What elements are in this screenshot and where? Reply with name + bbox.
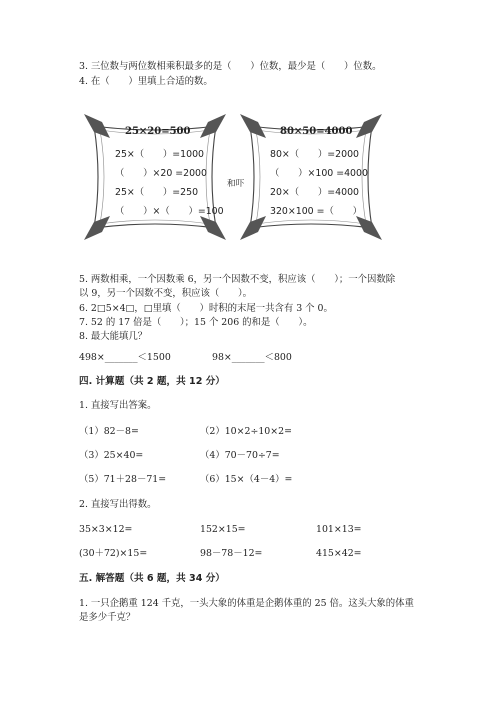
question-8-item-b: 98×_______＜800 (212, 352, 292, 363)
question-3: 3. 三位数与两位数相乘积最多的是（ ）位数，最少是（ ）位数。 (79, 61, 382, 72)
calc-1-item-2: （2）10×2÷10×2= (200, 426, 292, 437)
calc-1-title: 1. 直接写出答案。 (79, 400, 157, 411)
frame-right-row-2: （ ）×100 =4000 (270, 168, 368, 179)
calc-2-item-1: 35×3×12= (79, 524, 133, 535)
calc-1-item-6: （6）15×（4－4）= (200, 474, 293, 485)
calc-1-item-4: （4）70－70÷7= (200, 450, 280, 461)
calc-1-item-1: （1）82－8= (79, 426, 139, 437)
frame-right (236, 112, 386, 242)
question-8-item-a: 498×_______＜1500 (79, 352, 171, 363)
frame-left (80, 112, 230, 242)
question-4: 4. 在（ ）里填上合适的数。 (79, 76, 213, 87)
calc-2-item-3: 101×13= (316, 524, 362, 535)
calc-1-item-3: （3）25×40= (79, 450, 144, 461)
question-5-line-1: 5. 两数相乘，一个因数乘 6，另一个因数不变，积应该（ ）；一个因数除 (79, 274, 396, 285)
section-4-heading: 四. 计算题（共 2 题，共 12 分） (79, 376, 225, 387)
frame-left-row-4: （ ）×（ ）=100 (115, 206, 224, 217)
frame-right-row-1: 80×（ ）=2000 (270, 149, 359, 160)
application-1-line-1: 1. 一只企鹅重 124 千克，一头大象的体重是企鹅体重的 25 倍。这头大象的体重 (79, 598, 414, 609)
section-5-heading: 五. 解答题（共 6 题，共 34 分） (79, 573, 225, 584)
frame-left-row-1: 25×（ ）=1000 (115, 149, 204, 160)
frame-right-title: 80×50=4000 (280, 126, 353, 137)
frame-left-row-2: （ ）×20 =2000 (115, 168, 207, 179)
frame-right-row-4: 320×100 =（ ） (270, 206, 362, 217)
application-1-line-2: 是多少千克？ (79, 612, 136, 623)
question-5-line-2: 以 9，另一个因数不变，积应该（ ）。 (79, 288, 253, 299)
frame-left-title: 25×20=500 (125, 126, 191, 137)
calc-2-item-2: 152×15= (200, 524, 246, 535)
question-7: 7. 52 的 17 倍是（ ）；15 个 206 的和是（ ）。 (79, 317, 313, 328)
question-8: 8. 最大能填几？ (79, 331, 148, 342)
frame-connector: 和吓 (227, 179, 245, 189)
calc-2-title: 2. 直接写出得数。 (79, 499, 157, 510)
calc-1-item-5: （5）71＋28－71= (79, 474, 167, 485)
calc-2-item-6: 415×42= (316, 548, 362, 559)
frame-left-row-3: 25×（ ）=250 (115, 187, 199, 198)
frame-right-row-3: 20×（ ）=4000 (270, 187, 359, 198)
question-6: 6. 2□5×4□，□里填（ ）时积的末尾一共含有 3 个 0。 (79, 303, 333, 314)
calc-2-item-5: 98－78－12= (200, 548, 263, 559)
calc-2-item-4: (30＋72)×15= (79, 548, 148, 559)
